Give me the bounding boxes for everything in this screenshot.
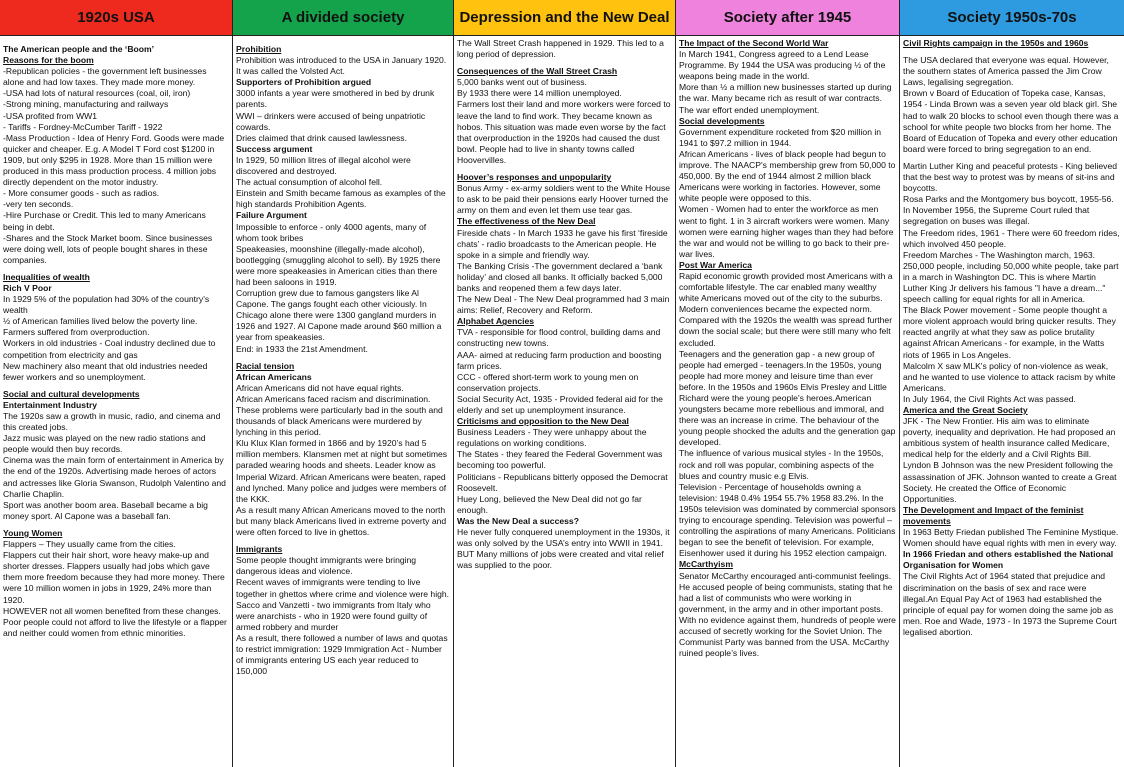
section-heading: Criticisms and opposition to the New Deal [457, 416, 629, 427]
text-line: Government expenditure rocketed from $20 million in 1941 to $97.2 million in 1944. [679, 126, 882, 148]
text-line: Klu Klux Klan formed in 1866 and by 1920’s had 5 million members. Klansmen met at night but sometimes paraded wearing hoods and sheets. Leader know as Imperial Wizard. African Americans were beaten, raped and lynched. Many police and judges were members of the KKK. [236, 438, 448, 504]
text-line: Malcolm X saw MLK's policy of non-violence as weak, and he wanted to use violence to attack racism by white Americans. [903, 360, 1116, 393]
text-line: The Civil Rights Act of 1964 stated that prejudice and discrimination on the basis of sex and race were illegal.An Equal Pay Act of 1963 had established the principle of equal pay for women doing the same job as men. Roe and Wade, 1973 - In 1973 the Supreme Court legalised abortion. [903, 571, 1117, 637]
section-heading: The effectiveness of the New Deal [457, 216, 596, 227]
text-line: The USA declared that everyone was equal. However, the southern states of America passed the Jim Crow Laws, legalising segregation. [903, 55, 1109, 88]
column-society-after-1945 [676, 0, 900, 767]
text-line: Women - Women had to enter the workforce as men went to fight. 1 in 3 aircraft workers were women. Many women were earning higher wages than they had before the war and would not be willing to go back to their pre-war lives. [679, 204, 894, 259]
section-heading: Reasons for the boom [3, 55, 94, 66]
text-line: Farmers lost their land and more workers were forced to leave the land to find work. They became known as hobos. This situation was made even worse by the fact that overproduction in the 1920s had caused the dust bowl. People had to live in shanty towns called Hoovervilles. [457, 99, 671, 165]
text-line: AAA- aimed at reducing farm production and boosting farm prices. [457, 349, 662, 371]
column-depression-new-deal [454, 0, 676, 767]
text-line: Freedom Marches - The Washington march, 1963. 250,000 people, including 50,000 white people, take part in a march in Washington DC. This is where Martin Luther King Jr delivers his famous "I have a dream..." speech calling for equal rights for all in America. [903, 249, 1119, 305]
text-line: In 1929, 50 million litres of illegal alcohol were discovered and destroyed. [236, 154, 411, 177]
text-line: - More consumer goods - such as radios. [3, 188, 160, 199]
text-line: HOWEVER not all women benefited from these changes. Poor people could not afford to live the lifestyle or a flapper and neither could women from ethnic minorities. [3, 605, 227, 638]
text-line: In 1963 Betty Friedan published The Feminine Mystique. Women should have equal rights with men in every way. [903, 527, 1119, 549]
section-heading: Racial tension [236, 360, 295, 371]
section-heading: McCarthyism [679, 559, 733, 570]
column-divided-society [233, 0, 454, 767]
text-line: Bonus Army - ex-army soldiers went to the White House to ask to be paid their pensions early Hoover turned the army on them and even let them use tear gas. [457, 183, 671, 216]
text-line: Senator McCarthy encouraged anti-communist feelings. He accused people of being communists, stating that he had a list of communists who were working in government, in the army and in other important posts. With no evidence against them, hundreds of people were accused of secretly working for the Soviet Union. The Communist Party was banned from the USA. McCarthy ruined people’s lives. [679, 570, 896, 659]
text-line: 3000 infants a year were smothered in bed by drunk parents. [236, 88, 435, 110]
text-line: The 1920s saw a growth in music, radio, and cinema and this created jobs. [3, 411, 221, 433]
text-line: New machinery also meant that old industries needed fewer workers and so unemployment. [3, 360, 208, 382]
section-heading: The Development and Impact of the feminist movements [903, 504, 1084, 526]
sub-heading: Rich V Poor [3, 282, 52, 293]
section-heading: Social developments [679, 115, 765, 126]
text-line: ½ of American families lived below the poverty line. [3, 316, 198, 327]
text-line: WWI – drinkers were accused of being unpatriotic cowards. [236, 110, 426, 132]
text-line: -USA profited from WW1 [3, 110, 98, 121]
column-header: Society 1950s-70s [900, 0, 1124, 36]
text-line: Prohibition was introduced to the USA in January 1920. It was called the Volsted Act. [236, 55, 447, 77]
text-line: The New Deal - The New Deal programmed had 3 main aims: Relief, Recovery and Reform. [457, 294, 670, 316]
text-line: -very ten seconds. [3, 199, 74, 210]
text-line: As a result many African Americans moved to the north but many black Americans lived in extreme poverty and were often forced to live in ghettos. [236, 504, 447, 538]
column-body [676, 36, 899, 659]
text-line: -Republican policies - the government left businesses alone and had low taxes. They made more money. [3, 66, 207, 88]
text-line: These problems were particularly bad in the south and thousands of black Americans were murdered by lynching in this period. [236, 405, 443, 438]
text-line: - Tariffs - Fordney-McCumber Tariff - 1922 [3, 121, 163, 132]
text-line: The Banking Crisis -The government declared a ‘bank holiday’ and closed all banks. It officially backed 5,000 banks and reopened them a few days later. [457, 260, 663, 293]
text-line: 5,000 banks went out of business. [457, 77, 587, 88]
text-line: Farmers suffered from overproduction. [3, 327, 150, 338]
text-line: The Black Power movement - Some people thought a more violent approach would bring quicker results. They reacted angrily at what they saw as police brutality against African Americans - for example, in the Watts riots of 1965 in Los Angeles. [903, 305, 1116, 360]
text-line: The Wall Street Crash happened in 1929. This led to a long period of depression. [457, 38, 664, 60]
text-line: African Americans did not have equal rights. [236, 382, 404, 393]
section-heading: Prohibition [236, 44, 282, 54]
text-line: Business Leaders - They were unhappy about the regulations on working conditions. [457, 427, 647, 449]
text-line: Jazz music was played on the new radio stations and people would then buy records. [3, 433, 206, 455]
section-heading: Immigrants [236, 544, 283, 555]
column-header: Depression and the New Deal [454, 0, 675, 36]
sub-heading: Supporters of Prohibition argued [236, 77, 372, 88]
section-heading: Social and cultural developments [3, 388, 140, 399]
section-heading: Civil Rights campaign in the 1950s and 1960s [903, 38, 1089, 48]
text-line: Recent waves of immigrants were tending to live together in ghettos where crime and violence were high. Sacco and Vanzetti - two immigrants from Italy who were anarchists - who in 1920 were found guilty of armed robbery and murder [236, 577, 450, 632]
text-line: Teenagers and the generation gap - a new group of people had emerged - teenagers.In the 1950s, young people had more money and leisure time than ever before. In the 1950s and 1960s Elvis Presley and Little Richard were the young people's heroes.American youngsters became more rebellious and immoral, and there was an increase in crime. The behaviour of the young people shocked the adults and the generation gap developed. [679, 348, 896, 448]
sub-heading: Was the New Deal a success? [457, 515, 579, 526]
text-line: Corruption grew due to famous gangsters like Al Capone. The gangs fought each other viciously. In Chicago alone there were 1300 gangland murders in 1926 and 1927. Al Capone made around $60 million a year from speakeasies. [236, 288, 442, 343]
text-line: By 1933 there were 14 million unemployed. [457, 88, 622, 99]
text-line: The actual consumption of alcohol fell. [236, 177, 383, 188]
text-line: As a result, there followed a number of laws and quotas to restrict immigration: 1929 Immigration Act - Number of immigrants entering US each year reduced to 150,000 [236, 632, 448, 677]
sub-heading: In 1966 Friedan and others established the National Organisation for Women [903, 549, 1114, 571]
text-line: JFK - The New Frontier. His aim was to eliminate poverty, inequality and deprivation. He had proposed an ambitious system of health insurance called Medicare, medical help for the elderly and a Civil Rights Bill. [903, 416, 1116, 460]
text-line: Dries claimed that drink caused lawlessness. [236, 132, 407, 143]
text-line: Impossible to enforce - only 4000 agents, many of whom took bribes [236, 221, 427, 243]
text-line: Cinema was the main form of entertainment in America by the end of the 1920s. Advertising made heroes of actors and actresses like Gloria Swanson, Rudolph Valentino and Charlie Chaplin. [3, 455, 226, 499]
text-line: -USA had lots of natural resources (coal, oil, iron) [3, 88, 191, 99]
text-line: Rosa Parks and the Montgomery bus boycott, 1955-56. In November 1956, the Supreme Court ruled that segregation on buses was illegal. [903, 194, 1114, 227]
column-1920s-usa [0, 0, 233, 767]
column-header: 1920s USA [0, 0, 232, 36]
text-line: Martin Luther King and peaceful protests - King believed that the best way to protest was by means of sit-ins and boycotts. [903, 160, 1118, 194]
section-heading: Inequalities of wealth [3, 271, 90, 282]
section-heading: Post War America [679, 259, 752, 270]
section-heading: America and the Great Society [903, 405, 1028, 415]
text-line: Rapid economic growth provided most Americans with a comfortable lifestyle. The car enabled many wealthy white Americans moved out of the city to the suburbs. Modern conveniences became the expected norm. Compared with the 1920s the wealth was spread further down the social scale; but there were still many who felt excluded. [679, 270, 893, 348]
text-line: More than ½ a million new businesses started up during the war. Many became rich as result of war contracts. The war effort ended unemployment. [679, 82, 892, 115]
sub-heading: Success argument [236, 143, 313, 154]
text-line: Sport was another boom area. Baseball became a big money sport. Al Capone was a baseball fan. [3, 499, 208, 521]
text-line: Lyndon B Johnson was the new President following the assassination of JFK. Johnson wanted to create a Great Society. He created the Office of Economic Opportunities. [903, 460, 1117, 504]
text-line: The influence of various musical styles - In the 1950s, rock and roll was popular, combining aspects of the blues and country music e.g Elvis. [679, 448, 884, 481]
column-header: A divided society [233, 0, 453, 36]
text-line: Workers in old industries - Coal industry declined due to competition from electricity and gas [3, 338, 216, 360]
text-line: Television - Percentage of households owning a television: 1948 0.4% 1954 55.7% 1958 83.2%. In the 1950s television was dominated by commercial sponsors trying to encourage spending. Television was powerful – controlling the aspirations of many Americans. Politicians began to see the benefit of television. For example, Eisenhower used it during his 1952 election campaign. [679, 481, 896, 559]
column-body [454, 36, 675, 571]
text-line: End: in 1933 the 21st Amendment. [236, 343, 368, 354]
sub-heading: African Americans [236, 371, 312, 382]
text-line: Huey Long, believed the New Deal did not go far enough. [457, 493, 642, 515]
column-body [233, 36, 453, 677]
text-line: Flappers cut their hair short, wore heavy make-up and shorter dresses. Flappers usually had jobs which gave them more freedom because they had more money. There were 10 million women in jobs in 1929, 24% more than 1920. [3, 550, 225, 605]
text-line: CCC - offered short-term work to young men on conservation projects. [457, 371, 639, 393]
text-line: -Shares and the Stock Market boom. Since businesses were doing well, lots of people bought shares in these companies. [3, 232, 213, 265]
text-line: Brown v Board of Education of Topeka case, Kansas, 1954 - Linda Brown was a seven year old black girl. She had to walk 20 blocks to school even though there was a school for white people two blocks from her home. The Board of Education of Topeka and every other education board were forced to bring segregation to an end. [903, 88, 1119, 154]
text-line: Politicians - Republicans bitterly opposed the Democrat Roosevelt. [457, 471, 668, 493]
text-line: Fireside chats - In March 1933 he gave his first ‘fireside chats’ - radio broadcasts to the American people. He spoke in a simple and friendly way. [457, 227, 668, 260]
column-body [900, 36, 1124, 638]
section-heading: Consequences of the Wall Street Crash [457, 66, 618, 77]
text-line: African Americans faced racism and discrimination. [236, 393, 431, 404]
text-line: TVA - responsible for flood control, building dams and constructing new towns. [457, 327, 661, 349]
text-line: Some people thought immigrants were bringing dangerous ideas and violence. [236, 555, 417, 577]
text-line: Flappers – They usually came from the cities. [3, 539, 176, 550]
column-body [0, 36, 232, 639]
column-header: Society after 1945 [676, 0, 899, 36]
text-line: The Freedom rides, 1961 - There were 60 freedom rides, which involved 450 people. [903, 227, 1120, 249]
sub-heading: Entertainment Industry [3, 399, 98, 410]
sub-heading: The American people and the ‘Boom’ [3, 44, 155, 54]
text-line: The States - they feared the Federal Government was becoming too powerful. [457, 449, 663, 471]
column-society-1950s-70s [900, 0, 1124, 767]
text-line: Speakeasies, moonshine (illegally-made alcohol), bootlegging (smuggling alcohol to sell). By 1925 there were more speakeasies in American cities than there had been saloons in 1919. [236, 243, 441, 287]
section-heading: Hoover’s responses and unpopularity [457, 172, 612, 183]
text-line: Einstein and Smith became famous as examples of the high standards Prohibition Agents. [236, 188, 446, 210]
section-heading: Alphabet Agencies [457, 316, 535, 327]
section-heading: The Impact of the Second World War [679, 38, 829, 48]
text-line: He never fully conquered unemployment in the 1930s, it was only solved by the USA’s entry into WWII in 1941. BUT Many millions of jobs were created and vital relief was supplied to the poor. [457, 527, 670, 571]
text-line: -Mass Production - Idea of Henry Ford. Goods were made quicker and cheaper. E.g. A Model T Ford cost $1200 in 1909, but only $295 in 1928. More than 15 million were produced in this mass production process. 4 million jobs directly dependent on the motor industry. [3, 132, 225, 188]
text-line: In March 1941, Congress agreed to a Lend Lease Programme. By 1944 the USA was producing ½ of the weapons being made in the world. [679, 49, 886, 82]
text-line: In July 1964, the Civil Rights Act was passed. [903, 393, 1076, 404]
text-line: Social Security Act, 1935 - Provided federal aid for the elderly and set up unemployment insurance. [457, 393, 663, 415]
text-line: African Americans - lives of black people had begun to improve. The NAACP's membership grew from 50,000 to 450,000. By the end of 1944 almost 2 million black Americans were working in factories. However, some white people were opposed to this. [679, 148, 896, 204]
text-line: -Hire Purchase or Credit. This led to many Americans being in debt. [3, 210, 206, 232]
text-line: In 1929 5% of the population had 30% of the country's wealth [3, 294, 210, 316]
section-heading: Young Women [3, 527, 63, 538]
text-line: -Strong mining, manufacturing and railways [3, 99, 169, 110]
sub-heading: Failure Argument [236, 210, 307, 221]
